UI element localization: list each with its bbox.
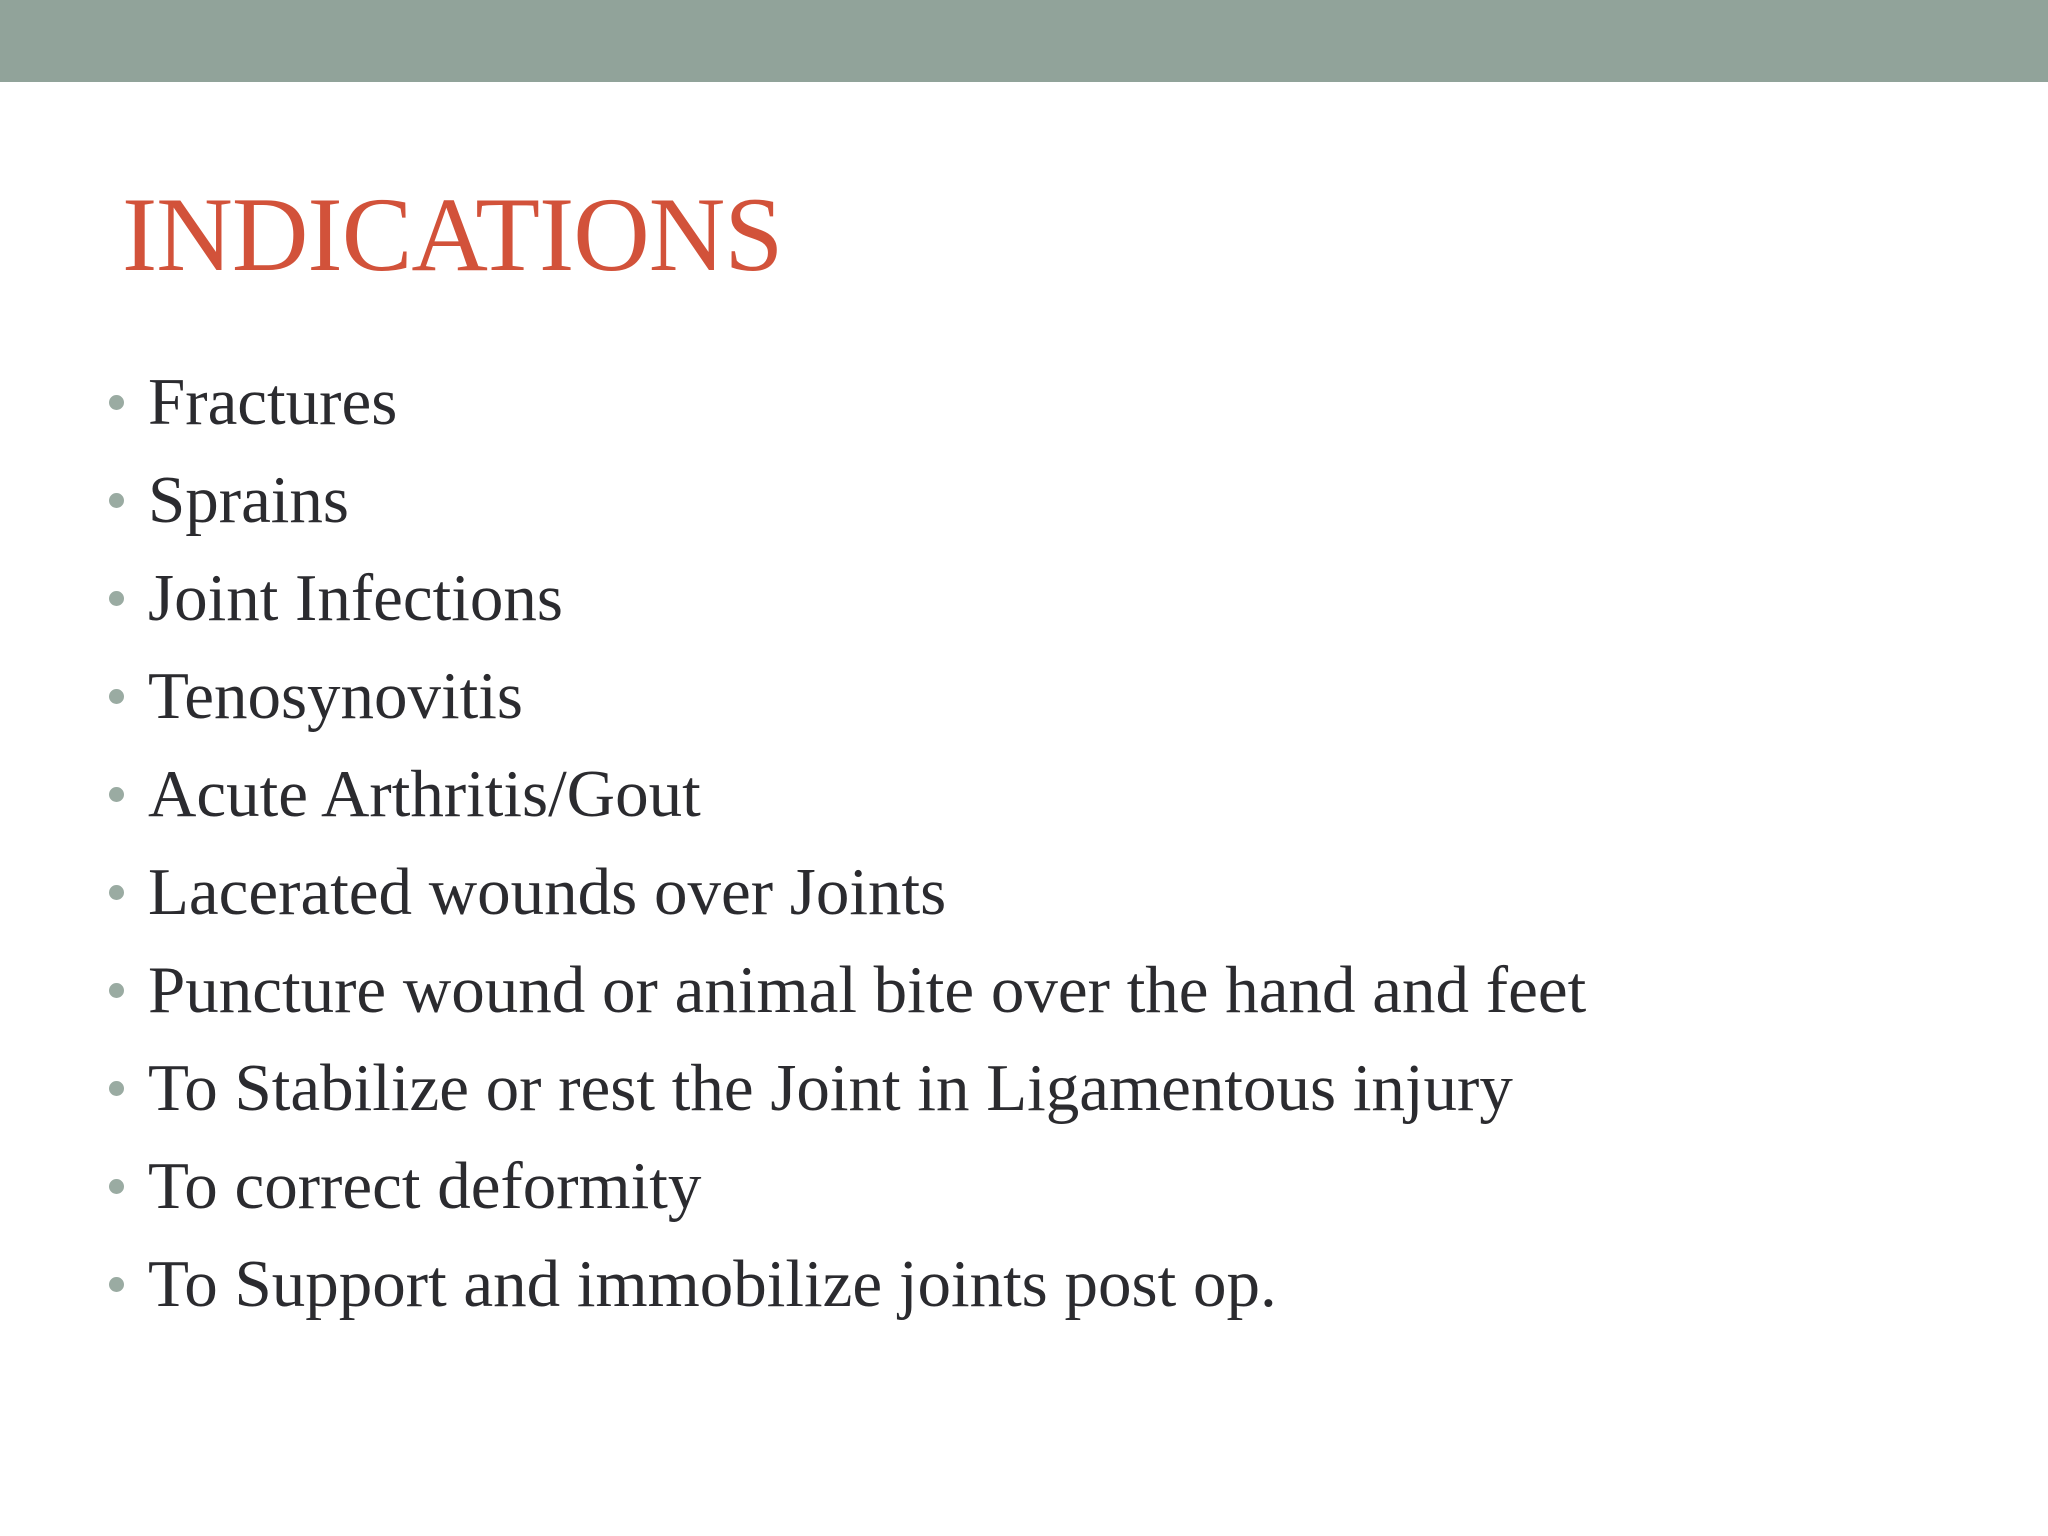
list-item-text: Tenosynovitis bbox=[148, 659, 523, 733]
round-bullet-icon bbox=[109, 885, 124, 900]
list-item-text: To Support and immobilize joints post op. bbox=[148, 1247, 1277, 1321]
round-bullet-icon bbox=[109, 689, 124, 704]
list-item-text: Sprains bbox=[148, 463, 349, 537]
round-bullet-icon bbox=[109, 1277, 124, 1292]
list-item-text: To correct deformity bbox=[148, 1149, 702, 1223]
round-bullet-icon bbox=[109, 1179, 124, 1194]
round-bullet-icon bbox=[109, 787, 124, 802]
list-item-text: Acute Arthritis/Gout bbox=[148, 757, 701, 831]
list-item-text: Joint Infections bbox=[148, 561, 563, 635]
top-accent-band bbox=[0, 0, 2048, 82]
slide-title: INDICATIONS bbox=[122, 176, 783, 293]
round-bullet-icon bbox=[109, 493, 124, 508]
list-item-text: Puncture wound or animal bite over the hand and feet bbox=[148, 953, 1587, 1027]
round-bullet-icon bbox=[109, 983, 124, 998]
round-bullet-icon bbox=[109, 591, 124, 606]
round-bullet-icon bbox=[109, 395, 124, 410]
list-item-text: To Stabilize or rest the Joint in Ligamentous injury bbox=[148, 1051, 1513, 1125]
list-item-text: Lacerated wounds over Joints bbox=[148, 855, 947, 929]
list-item-text: Fractures bbox=[148, 365, 398, 439]
round-bullet-icon bbox=[109, 1081, 124, 1096]
